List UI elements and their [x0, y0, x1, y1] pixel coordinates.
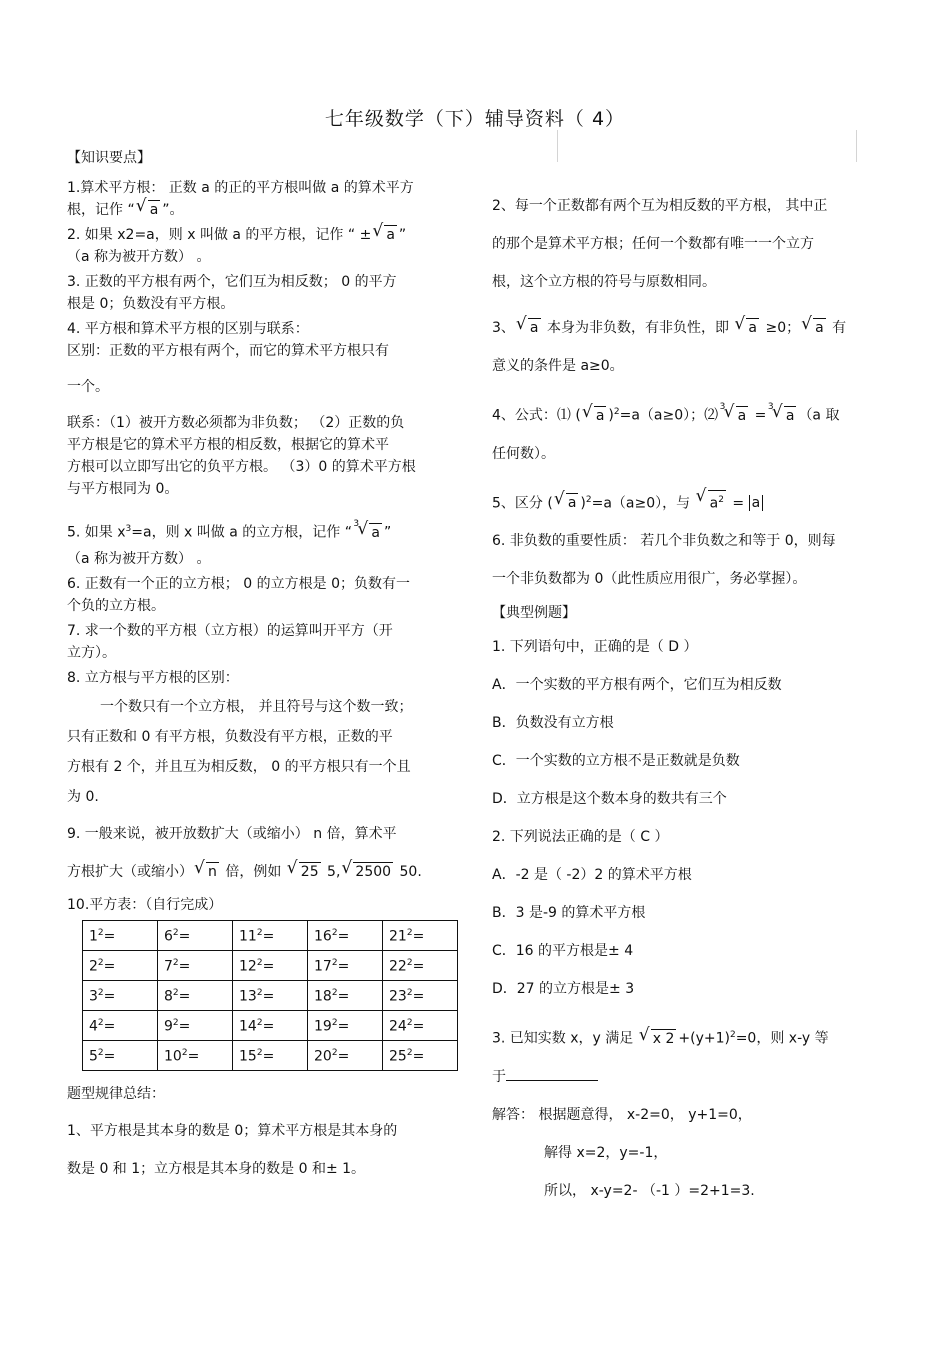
square-table [82, 920, 458, 1071]
table-cell: $18^2=$ [308, 980, 383, 1010]
table-row [83, 1010, 458, 1040]
table-cell: $16^2=$ [308, 920, 383, 950]
paragraph: 6. 非负数的重要性质： 若几个非负数之和等于 0，则每 [492, 533, 836, 550]
sqrt-symbol: √ a [583, 406, 607, 425]
table-cell: $12^2=$ [233, 950, 308, 980]
sqrt-symbol: √ $a^2$ [697, 490, 726, 513]
paragraph: 3、√ a 本身为非负数，有非负性，即 √ a ≥0；√ a 有 [492, 309, 892, 347]
table-cell: $22^2=$ [383, 950, 458, 980]
paragraph: 于 [492, 1058, 892, 1096]
answer-line: 解得 x=2，y=-1， [544, 1144, 668, 1161]
table-cell: $14^2=$ [233, 1010, 308, 1040]
option: B．负数没有立方根 [492, 715, 614, 732]
paragraph: 的那个是算术平方根；任何一个数都有唯一一个立方 [492, 236, 814, 252]
option: A．-2 是（ -2）2 的算术平方根 [492, 867, 692, 884]
table-cell: $19^2=$ [308, 1010, 383, 1040]
option: B．3 是-9 的算术平方根 [492, 905, 646, 922]
paragraph: 1.算术平方根： 正数 a 的正的平方根叫做 a 的算术平方 [67, 180, 414, 196]
paragraph: 5. 如果 $x^3=a$，则 x 叫做 a 的立方根，记作 “ √ 3 a ” [67, 514, 462, 548]
paragraph: 1、平方根是其本身的数是 0；算术平方根是其本身的 [67, 1122, 398, 1139]
sqrt-symbol: √ a [555, 493, 579, 512]
divider-line [557, 130, 558, 162]
option: A．一个实数的平方根有两个，它们互为相反数 [492, 677, 782, 694]
cube-root-symbol: √ 3 a [773, 406, 797, 425]
cube-root-symbol: √ 3 a [725, 406, 749, 425]
paragraph: 任何数）。 [492, 445, 555, 462]
question: 1. 下列语句中，正确的是（ D ） [492, 639, 698, 656]
paragraph: 3. 正数的平方根有两个，它们互为相反数； 0 的平方 [67, 274, 397, 290]
sqrt-symbol: √ a [373, 225, 397, 244]
paragraph: 一个数只有一个立方根， 并且符号与这个数一致； [100, 698, 413, 715]
answer-line: 解答： 根据题意得， x-2=0， y+1=0， [492, 1106, 752, 1123]
paragraph: 一个。 [67, 379, 109, 395]
paragraph: 平方根是它的算术平方根的相反数，根据它的算术平 [67, 437, 389, 453]
table-cell: $17^2=$ [308, 950, 383, 980]
question: 2. 下列说法正确的是（ C ） [492, 829, 669, 846]
paragraph: 7. 求一个数的平方根（立方根）的运算叫开平方（开 [67, 622, 393, 639]
sqrt-symbol: √ 2500 [342, 862, 393, 881]
paragraph: 2、每一个正数都有两个互为相反数的平方根， 其中正 [492, 198, 828, 214]
table-cell: $25^2=$ [383, 1040, 458, 1070]
paragraph: 2. 如果 x2=a，则 x 叫做 a 的平方根，记作 “ ±√ a ” [67, 224, 462, 246]
table-cell: $20^2=$ [308, 1040, 383, 1070]
table-cell: $24^2=$ [383, 1010, 458, 1040]
paragraph: 立方）。 [67, 644, 116, 661]
paragraph: 4、公式：⑴ (√ a )$^2$=a（a≥0）；⑵ √ 3 a = √ 3 a （a 取 [492, 393, 892, 435]
table-cell: $2^2=$ [83, 950, 158, 980]
table-cell: $21^2=$ [383, 920, 458, 950]
table-cell: $10^2=$ [158, 1040, 233, 1070]
table-cell: $15^2=$ [233, 1040, 308, 1070]
paragraph: 只有正数和 0 有平方根，负数没有平方根，正数的平 [67, 728, 393, 745]
table-row [83, 920, 458, 950]
paragraph: 联系：（1）被开方数必须都为非负数； （2）正数的负 [67, 415, 405, 431]
answer-blank[interactable] [506, 1066, 598, 1081]
left-column [67, 147, 462, 1188]
table-cell: $13^2=$ [233, 980, 308, 1010]
paragraph: 4. 平方根和算术平方根的区别与联系： [67, 321, 309, 337]
paragraph: 根，这个立方根的符号与原数相同。 [492, 274, 716, 290]
table-cell: $6^2=$ [158, 920, 233, 950]
paragraph: 个负的立方根。 [67, 597, 165, 614]
paragraph: 方根扩大（或缩小）√ n 倍，例如 √ 25 5,√ 2500 50. [67, 853, 462, 891]
table-row [83, 950, 458, 980]
table-cell: $1^2=$ [83, 920, 158, 950]
paragraph: 8. 立方根与平方根的区别： [67, 669, 239, 686]
paragraph: （a 称为被开方数） 。 [67, 550, 211, 567]
table-row [83, 1040, 458, 1070]
page-title: 七年级数学（下）辅导资料（ 4） [324, 108, 626, 130]
option: D．立方根是这个数本身的数共有三个 [492, 791, 727, 808]
table-cell: $3^2=$ [83, 980, 158, 1010]
table-cell: $4^2=$ [83, 1010, 158, 1040]
paragraph: 根是 0；负数没有平方根。 [67, 296, 235, 312]
paragraph: 方根有 2 个，并且互为相反数， 0 的平方根只有一个且 [67, 758, 411, 775]
table-cell: $9^2=$ [158, 1010, 233, 1040]
sqrt-symbol: √ a [735, 318, 759, 337]
paragraph: 根，记作 “√ a ”。 [67, 199, 462, 221]
answer-line: 所以， x-y=2- （-1 ）=2+1=3. [544, 1182, 755, 1199]
sqrt-symbol: √ a [802, 318, 826, 337]
paragraph: 数是 0 和 1；立方根是其本身的数是 0 和± 1。 [67, 1160, 366, 1177]
sqrt-symbol: √ a [517, 318, 541, 337]
option: C．16 的平方根是± 4 [492, 943, 634, 960]
cube-root-symbol: √ 3 a [358, 523, 382, 542]
table-cell: $23^2=$ [383, 980, 458, 1010]
paragraph: 区别：正数的平方根有两个，而它的算术平方根只有 [67, 343, 389, 359]
table-cell: $5^2=$ [83, 1040, 158, 1070]
table-cell: $8^2=$ [158, 980, 233, 1010]
absolute-value: a [749, 495, 764, 511]
paragraph: （a 称为被开方数） 。 [67, 249, 211, 265]
section-heading: 题型规律总结： [67, 1085, 165, 1102]
paragraph: 意义的条件是 a≥0。 [492, 358, 624, 374]
paragraph: 9. 一般来说，被开放数扩大（或缩小） n 倍，算术平 [67, 825, 397, 842]
paragraph: 为 0. [67, 788, 99, 805]
option: D．27 的立方根是± 3 [492, 981, 635, 998]
paragraph: 6. 正数有一个正的立方根； 0 的立方根是 0；负数有一 [67, 575, 410, 592]
section-heading: 【知识要点】 [67, 150, 151, 166]
right-column [492, 187, 892, 1210]
question: 3. 已知实数 x，y 满足 √ x $2 +(y+1)^2=0$，则 x-y 等 [492, 1016, 892, 1058]
table-row [83, 980, 458, 1010]
paragraph: 一个非负数都为 0（此性质应用很广，务必掌握）。 [492, 571, 807, 588]
table-cell: $7^2=$ [158, 950, 233, 980]
sqrt-symbol: √ x 2 [640, 1029, 677, 1048]
paragraph: 10.平方表：（自行完成） [67, 896, 223, 913]
sqrt-symbol: √ n [195, 862, 219, 881]
paragraph: 与平方根同为 0。 [67, 481, 179, 497]
option: C．一个实数的立方根不是正数就是负数 [492, 753, 740, 770]
sqrt-symbol: √ 25 [288, 862, 321, 881]
section-heading: 【典型例题】 [492, 605, 576, 622]
sqrt-symbol: √ a [137, 200, 161, 219]
divider-line [856, 130, 857, 162]
paragraph: 方根可以立即写出它的负平方根。 （3）0 的算术平方根 [67, 459, 416, 475]
paragraph: 5、区分 (√ a )$^2$=a（a≥0），与 √ $a^2 = a$ [492, 481, 892, 523]
table-cell: $11^2=$ [233, 920, 308, 950]
